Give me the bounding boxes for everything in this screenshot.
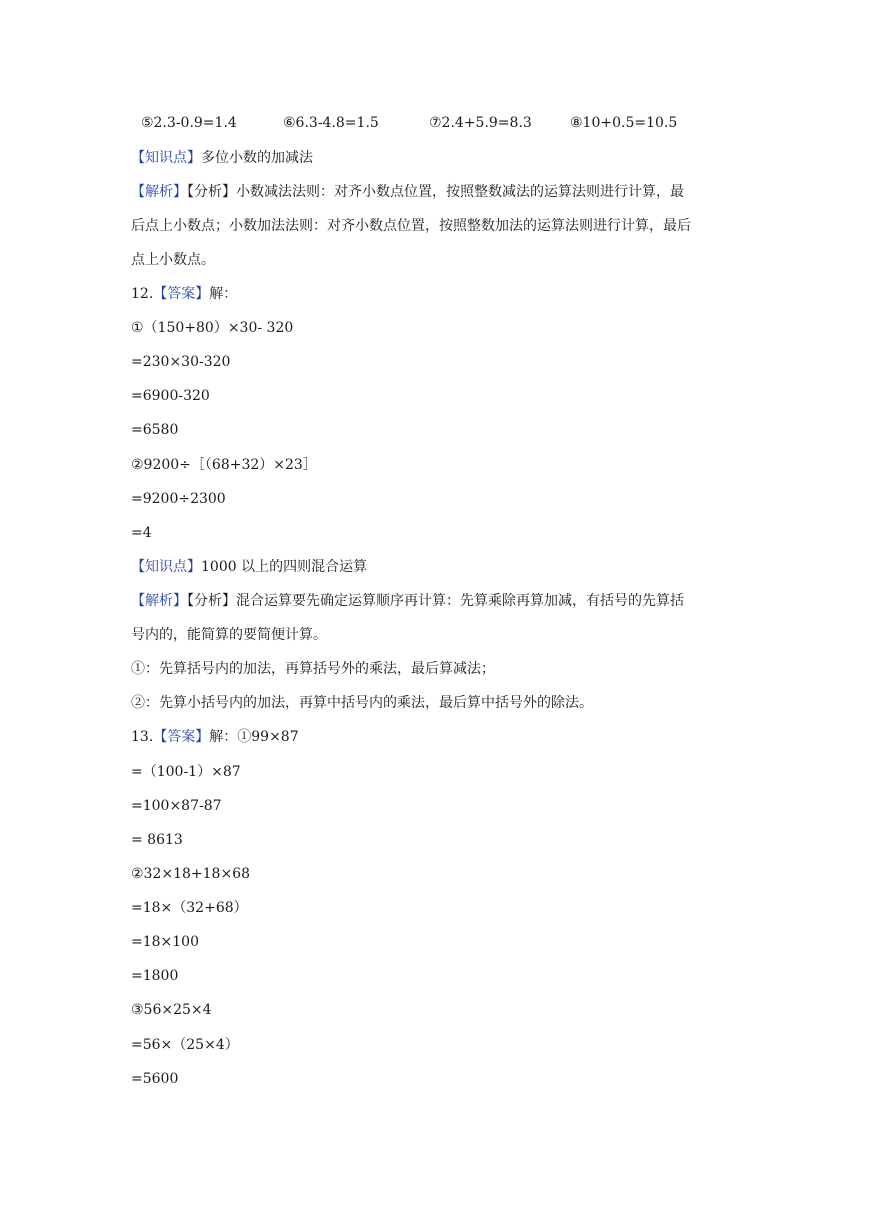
q13-answer-header: [131, 727, 299, 747]
answer-text: 解：: [209, 286, 238, 302]
q13-step-3: = 8613: [131, 832, 183, 848]
knowledge-point-text: 多位小数的加减法: [201, 150, 313, 166]
knowledge-point-text: 1000 以上的四则混合运算: [201, 559, 368, 575]
q12-analysis-line-3: ①：先算括号内的加法，再算括号外的乘法，最后算减法；: [131, 661, 495, 677]
q12-step-6: =9200÷2300: [131, 491, 226, 507]
question-number: 12.: [131, 286, 154, 302]
analysis-tag: 【解析】: [131, 593, 187, 609]
answer-text: 解：①99×87: [209, 729, 299, 745]
q13-step-9: =56×（25×4）: [131, 1037, 239, 1053]
q13-step-7: =1800: [131, 968, 179, 984]
q12-step-1: ①（150+80）×30- 320: [131, 320, 294, 336]
q13-step-4: ②32×18+18×68: [131, 866, 250, 882]
q11-analysis-line-1: [131, 182, 684, 202]
q13-step-2: =100×87-87: [131, 798, 222, 814]
equation-row: [0, 113, 869, 133]
analysis-tag: 【解析】: [131, 184, 187, 200]
equation-7: ⑦2.4+5.9=8.3: [429, 115, 532, 131]
equation-5: ⑤2.3-0.9=1.4: [141, 115, 237, 131]
q12-step-5: ②9200÷［（68+32）×23］: [131, 457, 317, 473]
q11-analysis-line-2: 后点上小数点；小数加法法则：对齐小数点位置，按照整数加法的运算法则进行计算，最后: [131, 218, 691, 234]
q12-analysis-line-4: ②：先算小括号内的加法，再算中括号内的乘法，最后算中括号外的除法。: [131, 695, 593, 711]
knowledge-point-tag: 【知识点】: [131, 559, 201, 575]
q12-step-3: =6900-320: [131, 388, 210, 404]
q12-knowledge-point: [131, 557, 367, 577]
analysis-text: 【分析】混合运算要先确定运算顺序再计算：先算乘除再算加减，有括号的先算括: [187, 593, 684, 609]
q12-answer-header: [131, 284, 237, 304]
q13-step-6: =18×100: [131, 934, 199, 950]
analysis-text: 【分析】小数减法法则：对齐小数点位置，按照整数减法的运算法则进行计算，最: [187, 184, 684, 200]
q13-step-8: ③56×25×4: [131, 1002, 212, 1018]
question-number: 13.: [131, 729, 154, 745]
answer-tag: 【答案】: [153, 729, 210, 745]
knowledge-point-tag: 【知识点】: [131, 150, 201, 166]
q11-knowledge-point: [131, 148, 313, 168]
q13-step-5: =18×（32+68）: [131, 900, 248, 916]
equation-6: ⑥6.3-4.8=1.5: [283, 115, 379, 131]
q12-step-4: =6580: [131, 422, 179, 438]
q12-step-7: =4: [131, 525, 152, 541]
q12-step-2: =230×30-320: [131, 354, 231, 370]
q13-step-1: =（100-1）×87: [131, 764, 241, 780]
equation-8: ⑧10+0.5=10.5: [570, 115, 678, 131]
q13-step-10: =5600: [131, 1071, 179, 1087]
q11-analysis-line-3: 点上小数点。: [131, 252, 215, 268]
q12-analysis-line-2: 号内的，能简算的要简便计算。: [131, 627, 327, 643]
answer-tag: 【答案】: [153, 286, 210, 302]
q12-analysis-line-1: [131, 591, 684, 611]
